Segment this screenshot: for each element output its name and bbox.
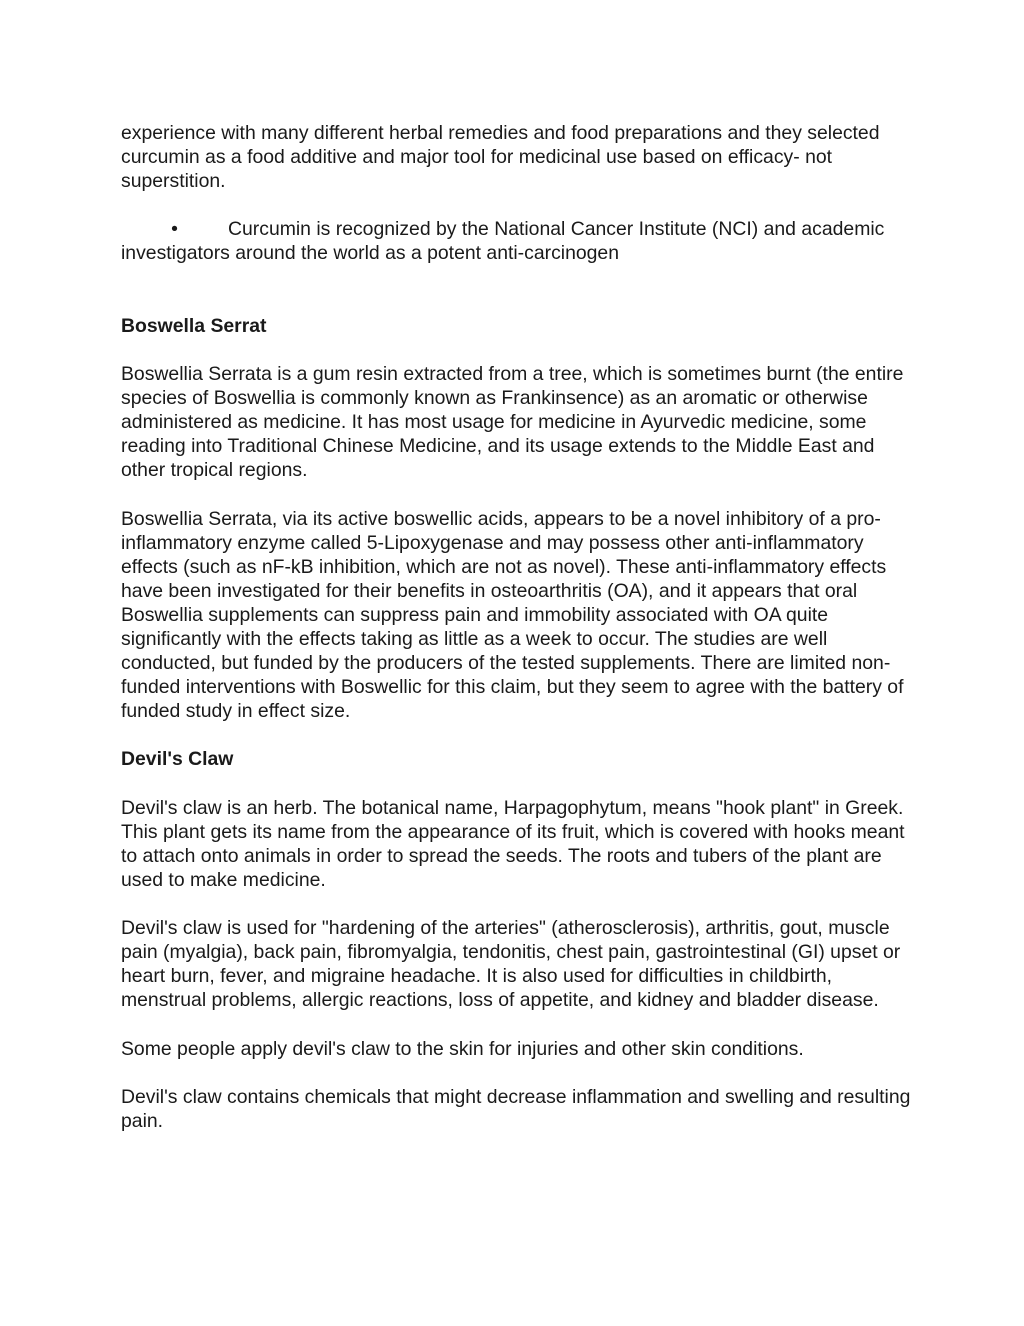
curcumin-bullet-text: Curcumin is recognized by the National Cancer Institute (NCI) and academic investigators around the world as a potent anti-carcinogen (121, 218, 885, 265)
curcumin-bullet-item (121, 217, 911, 265)
devils-claw-paragraph-4: Devil's claw contains chemicals that might decrease inflammation and swelling and resulting pain. (121, 1085, 911, 1132)
document-page (121, 121, 911, 1157)
section-spacer (121, 290, 911, 314)
devils-claw-paragraph-3: Some people apply devil's claw to the skin for injuries and other skin conditions. (121, 1037, 804, 1060)
devils-claw-paragraph-2: Devil's claw is used for "hardening of the arteries" (atherosclerosis), arthritis, gout, muscle pain (myalgia), back pain, fibromyalgia, tendonitis, chest pain, gastrointestinal (GI) upset or heart burn, fever, and migraine headache. It is also used for difficulties in childbirth, menstrual problems, allergic reactions, loss of appetite, and kidney and bladder disease. (121, 917, 901, 1012)
boswellia-paragraph-1: Boswellia Serrata is a gum resin extracted from a tree, which is sometimes burnt (the entire species of Boswellia is commonly known as Frankinsence) as an aromatic or otherwise administered as medicine. It has most usage for medicine in Ayurvedic medicine, some reading into Traditional Chinese Medicine, and its usage extends to the Middle East and other tropical regions. (121, 362, 904, 482)
bullet-icon: • (171, 218, 178, 241)
intro-paragraph: experience with many different herbal remedies and food preparations and they selected curcumin as a food additive and major tool for medicinal use based on efficacy- not superstition. (121, 122, 880, 193)
boswellia-heading: Boswella Serrat (121, 314, 267, 337)
devils-claw-paragraph-1: Devil's claw is an herb. The botanical name, Harpagophytum, means "hook plant" in Greek. This plant gets its name from the appearance of its fruit, which is covered with hooks meant to attach onto animals in order to spread the seeds. The roots and tubers of the plant are used to make medicine. (121, 796, 905, 891)
boswellia-paragraph-2: Boswellia Serrata, via its active boswellic acids, appears to be a novel inhibitory of a pro-inflammatory enzyme called 5-Lipoxygenase and may possess other anti-inflammatory effects (such as nF-kB inhibition, which are not as novel). These anti-inflammatory effects have been investigated for their benefits in osteoarthritis (OA), and it appears that oral Boswellia supplements can suppress pain and immobility associated with OA quite significantly with the effects taking as little as a week to occur. The studies are well conducted, but funded by the producers of the tested supplements. There are limited non-funded interventions with Boswellic for this claim, but they seem to agree with the battery of funded study in effect size. (121, 507, 904, 723)
devils-claw-heading: Devil's Claw (121, 748, 234, 771)
